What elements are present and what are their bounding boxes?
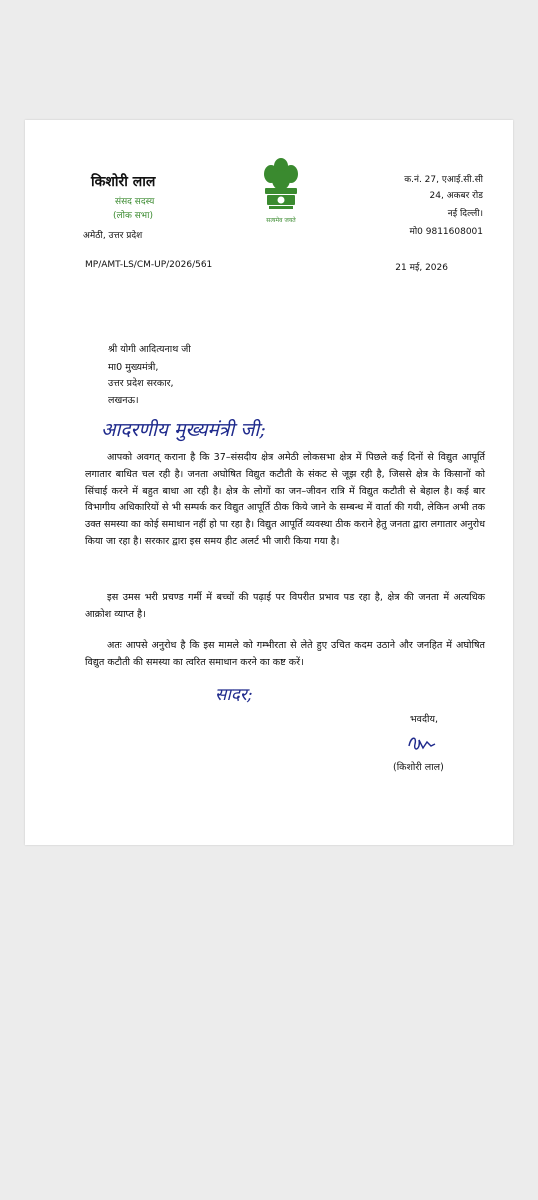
sender-constituency: अमेठी, उत्तर प्रदेश xyxy=(83,231,143,241)
sender-title: संसद सदस्य xyxy=(115,197,155,207)
state-emblem-icon xyxy=(257,156,305,220)
letter-page xyxy=(25,120,513,845)
signature-icon xyxy=(405,732,439,754)
body-paragraph-2: इस उमस भरी प्रचण्ड गर्मी में बच्चों की पढ़ाई पर विपरीत प्रभाव पड रहा है, क्षेत्र की जनता में अत्यधिक आक्रोश व्याप्त है। xyxy=(85,592,485,620)
phone-number: मो0 9811608001 xyxy=(409,227,483,237)
recipient-city: लखनऊ। xyxy=(108,395,139,406)
signer-name: (किशोरी लाल) xyxy=(393,762,444,773)
emblem-motto: सत्यमेव जयते xyxy=(266,217,296,224)
sign-off: भवदीय, xyxy=(410,714,438,725)
recipient-designation: मा0 मुख्यमंत्री, xyxy=(108,362,159,373)
closing: सादर; xyxy=(215,685,253,705)
address-line-2: 24, अकबर रोड xyxy=(429,191,483,201)
sender-house: (लोक सभा) xyxy=(113,211,153,221)
body-paragraph-3: अतः आपसे अनुरोध है कि इस मामले को गम्भीरता से लेते हुए उचित कदम उठाने और जनहित में अघोषित विद्युत कटौती की समस्या का त्वरित समाधान करने का कष्ट करें। xyxy=(85,640,485,668)
body-paragraph-1: आपको अवगत् कराना है कि 37–संसदीय क्षेत्र अमेठी लोकसभा क्षेत्र में पिछले कई दिनों से विद्युत आपूर्ति लगातार बाधित चल रही है। जनता अघोषित विद्युत कटौती के संकट से जूझ रही है, जिससे क्षेत्र के किसानों को सिंचाई करने में बहुत बाधा आ रही है। क्षेत्र के लोगों का जन–जीवन रात्रि में विद्युत कटौती से बेहाल है। कई बार विभागीय अधिकारियों से भी सम्पर्क कर विद्युत आपूर्ति ठीक किये जाने के सम्बन्ध में वार्ता की गयी, लेकिन अभी तक उक्त समस्या का कोई समाधान नहीं हो पा रहा है। विद्युत आपूर्ति व्यवस्था ठीक कराने हेतु जनता द्वारा लगातार अनुरोध किया जा रहा है। सरकार द्वारा इस समय हीट अलर्ट भी जारी किया गया है। xyxy=(85,452,485,547)
recipient-office: उत्तर प्रदेश सरकार, xyxy=(108,378,174,389)
address-line-3: नई दिल्ली। xyxy=(447,209,483,219)
salutation: आदरणीय मुख्यमंत्री जी; xyxy=(101,419,266,441)
address-line-1: क.नं. 27, एआई.सी.सी xyxy=(404,175,483,185)
sender-name: किशोरी लाल xyxy=(91,174,156,190)
reference-number: MP/AMT-LS/CM-UP/2026/561 xyxy=(85,260,213,270)
recipient-name: श्री योगी आदित्यनाथ जी xyxy=(108,344,191,355)
letter-date: 21 मई, 2026 xyxy=(395,263,448,273)
